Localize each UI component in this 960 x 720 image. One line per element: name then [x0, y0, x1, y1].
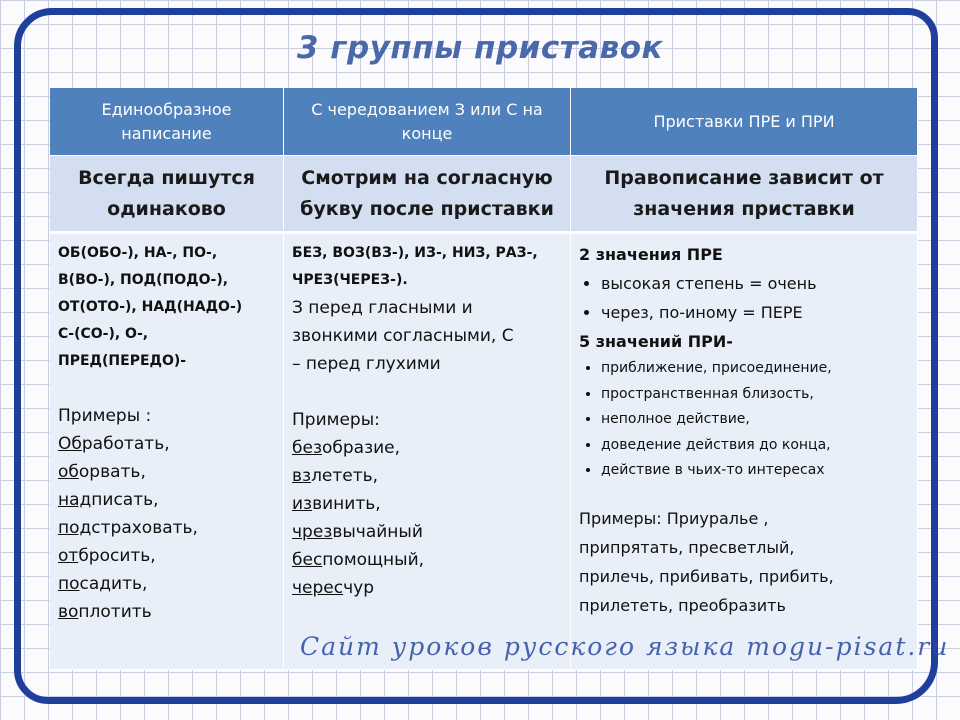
- subheader-z-s: Смотрим на согласную букву после приставки: [284, 156, 571, 234]
- example-line: припрятать, пресветлый,: [579, 537, 795, 557]
- example-word: взлететь,: [292, 466, 379, 486]
- example-word: чрезвычайный: [292, 522, 423, 542]
- example-word: отбросить,: [58, 546, 156, 566]
- rule-line: З перед гласными и: [292, 298, 473, 318]
- rule-line: звонкими согласными, С: [292, 326, 514, 346]
- example-word: беспомощный,: [292, 550, 425, 570]
- header-uniform: Единообразное написание: [50, 88, 284, 156]
- header-pre-pri: Приставки ПРЕ и ПРИ: [571, 88, 918, 156]
- example-word: безобразие,: [292, 438, 401, 458]
- list-item: • неполное действие,: [601, 407, 909, 433]
- prefix-line: В(ВО-), ПОД(ПОДО-),: [58, 272, 229, 288]
- site-signature: Сайт уроков русского языка mogu-pisat.ru: [300, 632, 950, 661]
- list-item: • приближение, присоединение,: [601, 356, 909, 382]
- body-pre-pri: [571, 234, 918, 670]
- list-item: • пространственная близость,: [601, 382, 909, 408]
- rule-text: [292, 294, 562, 378]
- prefix-list: [292, 240, 562, 294]
- example-word: чересчур: [292, 578, 375, 598]
- pri-heading: 5 значений ПРИ-: [579, 332, 733, 351]
- list-item: • действие в чьих-то интересах: [601, 458, 909, 484]
- examples-text: [579, 504, 909, 620]
- example-word: надписать,: [58, 490, 159, 510]
- example-word: подстраховать,: [58, 518, 198, 538]
- prefix-line: ЧРЕЗ(ЧЕРЕЗ-).: [292, 272, 408, 288]
- subheader-uniform: Всегда пишутся одинаково: [50, 156, 284, 234]
- prefix-line: БЕЗ, ВОЗ(ВЗ-), ИЗ-, НИЗ, РАЗ-,: [292, 245, 538, 261]
- prefix-list: [58, 240, 275, 375]
- example-word: оборвать,: [58, 462, 146, 482]
- examples-label: Примеры :: [58, 406, 152, 426]
- list-item: • доведение действия до конца,: [601, 433, 909, 459]
- list-item: • через, по-иному = ПЕРЕ: [601, 298, 909, 327]
- header-z-s: С чередованием З или С на конце: [284, 88, 571, 156]
- list-item: • высокая степень = очень: [601, 269, 909, 298]
- rule-line: – перед глухими: [292, 354, 441, 374]
- example-word: воплотить: [58, 602, 152, 622]
- example-word: извинить,: [292, 494, 381, 514]
- body-uniform: [50, 234, 284, 670]
- examples-label: Примеры:: [292, 410, 380, 430]
- example-line: прилечь, прибивать, прибить,: [579, 566, 834, 586]
- subheader-pre-pri: Правописание зависит от значения приставки: [571, 156, 918, 234]
- page-title: 3 группы приставок: [296, 30, 664, 66]
- example-word: Обработать,: [58, 434, 170, 454]
- pre-meanings-list: [579, 269, 909, 327]
- body-z-s: [284, 234, 571, 670]
- pri-meanings-list: [579, 356, 909, 484]
- example-word: посадить,: [58, 574, 148, 594]
- prefix-line: ПРЕД(ПЕРЕДО)-: [58, 353, 187, 369]
- example-line: Примеры: Приуралье ,: [579, 508, 769, 528]
- pre-heading: 2 значения ПРЕ: [579, 245, 723, 264]
- prefix-line: ОТ(ОТО-), НАД(НАДО-): [58, 299, 243, 315]
- prefix-line: ОБ(ОБО-), НА-, ПО-,: [58, 245, 218, 261]
- prefix-table: [50, 88, 950, 670]
- prefix-line: С-(СО-), О-,: [58, 326, 149, 342]
- example-line: прилететь, преобразить: [579, 595, 786, 615]
